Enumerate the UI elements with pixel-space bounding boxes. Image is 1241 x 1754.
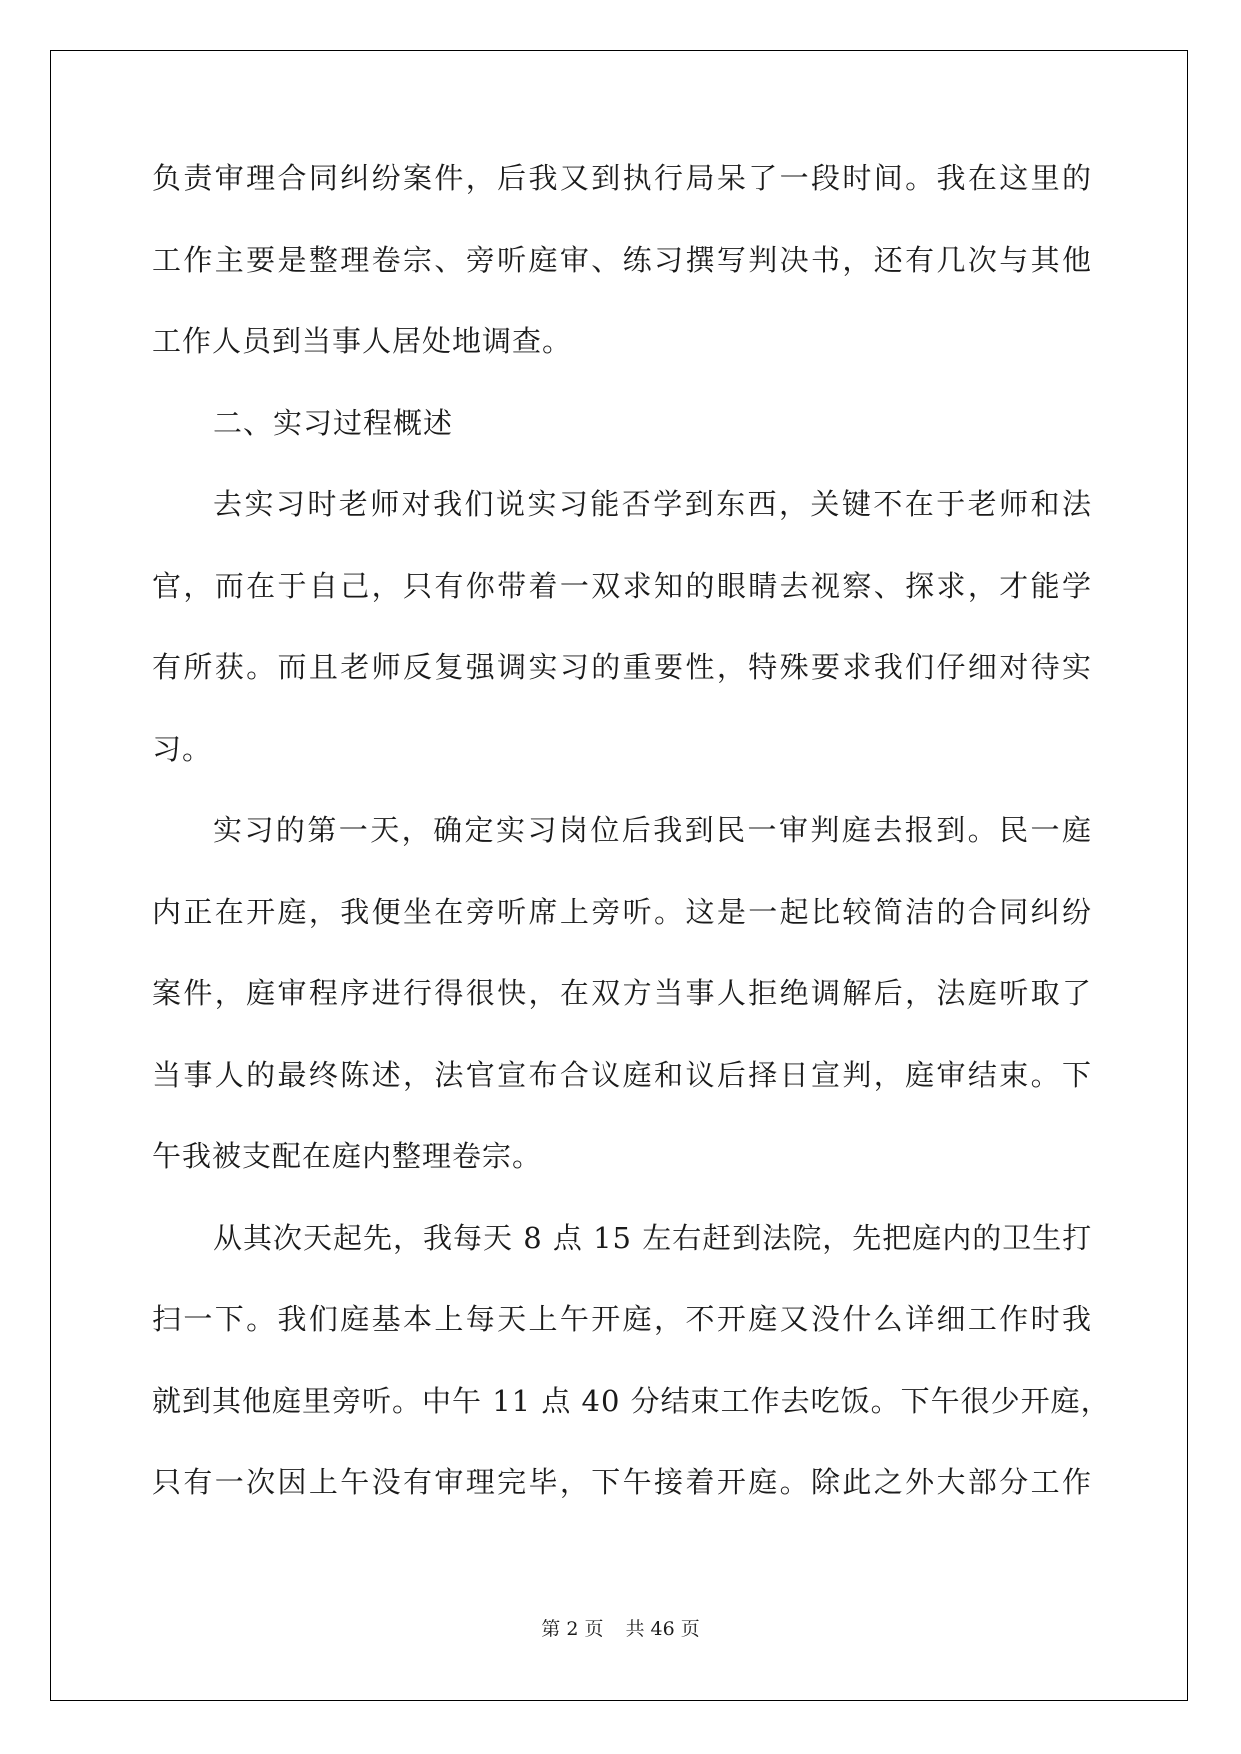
text-line: 内正在开庭，我便坐在旁听席上旁听。这是一起比较简洁的合同纠纷 [152, 894, 1092, 929]
text-line: 从其次天起先，我每天 8 点 15 左右赶到法院，先把庭内的卫生打 [213, 1220, 1093, 1255]
text-line: 习。 [152, 731, 213, 766]
text-line: 官，而在于自己，只有你带着一双求知的眼睛去视察、探求，才能学 [152, 568, 1092, 603]
text-line: 负责审理合同纠纷案件，后我又到执行局呆了一段时间。我在这里的 [152, 161, 1092, 195]
text-line: 扫一下。我们庭基本上每天上午开庭，不开庭又没什么详细工作时我 [152, 1302, 1092, 1336]
text-line: 就到其他庭里旁听。中午 11 点 40 分结束工作去吃饭。下午很少开庭， [152, 1383, 1111, 1418]
text-line: 当事人的最终陈述，法官宣布合议庭和议后择日宣判，庭审结束。下 [152, 1057, 1092, 1092]
text-line: 只有一次因上午没有审理完毕，下午接着开庭。除此之外大部分工作 [152, 1465, 1092, 1499]
text-line: 工作主要是整理卷宗、旁听庭审、练习撰写判决书，还有几次与其他 [152, 242, 1092, 277]
page-total: 共 46 页 [625, 1618, 700, 1640]
text-line: 有所获。而且老师反复强调实习的重要性，特殊要求我们仔细对待实 [152, 650, 1092, 684]
page-number: 第 2 页 [541, 1618, 604, 1640]
text-line: 实习的第一天，确定实习岗位后我到民一审判庭去报到。民一庭 [213, 813, 1092, 847]
document-body [152, 160, 1111, 1546]
text-line: 午我被支配在庭内整理卷宗。 [152, 1139, 543, 1173]
text-line: 工作人员到当事人居处地调查。 [152, 324, 573, 358]
section-heading: 二、实习过程概述 [213, 405, 454, 440]
text-line: 去实习时老师对我们说实习能否学到东西，关键不在于老师和法 [213, 487, 1092, 521]
page-footer [0, 1617, 1241, 1641]
text-line: 案件，庭审程序进行得很快，在双方当事人拒绝调解后，法庭听取了 [152, 976, 1092, 1010]
